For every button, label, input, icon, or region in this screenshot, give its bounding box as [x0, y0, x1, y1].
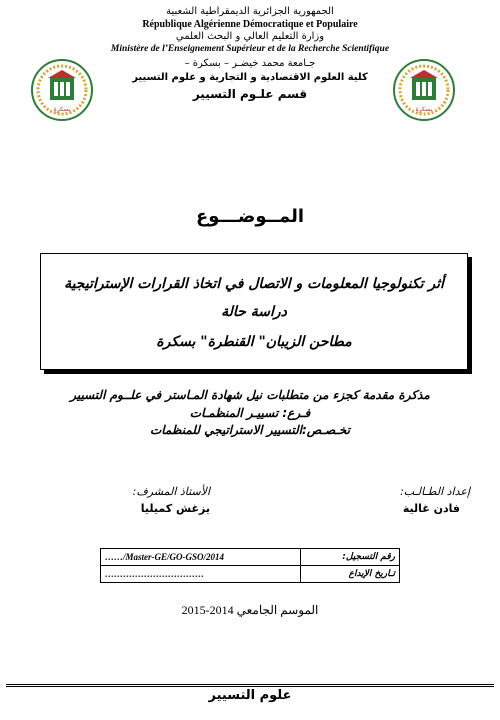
thesis-title: أثر تكنولوجيا المعلومات و الاتصال في اتخاذ القرارات الإستراتيجية	[64, 276, 444, 292]
memo-specialty: تخـصـص:التسيير الاستراتيجي للمنظمات	[150, 423, 350, 437]
deposit-date: ……………………………	[101, 566, 301, 583]
memo-branch: فـرع: تسييـر المنظمـات	[189, 406, 311, 420]
university-logo-right	[392, 58, 456, 122]
registration-label: رقم التسجيل:	[301, 549, 400, 566]
university-name: جـامعة محمد خيضـر – بسكرة –	[184, 58, 316, 69]
republic-french: République Algérienne Démocratique et Populaire	[142, 19, 358, 30]
ministry-french: Ministère de l’Enseignement Supérieur et de la Recherche Scientifique	[110, 44, 390, 54]
registration-row	[101, 549, 400, 566]
thesis-title-box	[40, 253, 468, 370]
department-name: قسم علـوم التسيير	[192, 87, 308, 101]
registration-table	[100, 548, 400, 583]
case-study-company: مطاحن الزيبان" القنطرة" بسكرة	[156, 334, 352, 350]
case-study-label: دراسة حالة	[221, 304, 287, 320]
academic-year: الموسم الجامعي 2014-2015	[181, 603, 319, 617]
deposit-date-label: تـاريخ الإيداع	[301, 566, 400, 583]
logo-caption-left: بسكرة	[53, 106, 71, 113]
footer-label: علوم التسيير	[208, 688, 292, 703]
footer-divider	[6, 684, 494, 687]
logo-caption-right: بسكرة	[415, 106, 433, 113]
supervisor-label: الأستاذ المشرف:	[132, 485, 210, 498]
republic-arabic: الجمهورية الجزائرية الديمقراطية الشعبية	[166, 6, 334, 17]
registration-number: ……/Master-GE/GO-GSO/2014	[101, 549, 301, 566]
deposit-date-row	[101, 566, 400, 583]
faculty-name: كلية العلوم الاقتصادية و التجارية و علوم التسيير	[132, 72, 368, 83]
university-logo-left	[30, 58, 94, 122]
memo-description: مذكرة مقدمة كجزء من متطلبات نيل شهادة المـاستر في علــوم التسيير	[70, 388, 430, 402]
student-name: فادن غالية	[402, 502, 460, 515]
supervisor-name: يزغش كميليا	[140, 502, 210, 515]
subject-heading: المــوضـــوع	[195, 206, 305, 227]
student-label: إعداد الطـالـب:	[400, 485, 470, 498]
ministry-arabic: وزارة التعليم العالي و البحث العلمي	[175, 31, 325, 42]
